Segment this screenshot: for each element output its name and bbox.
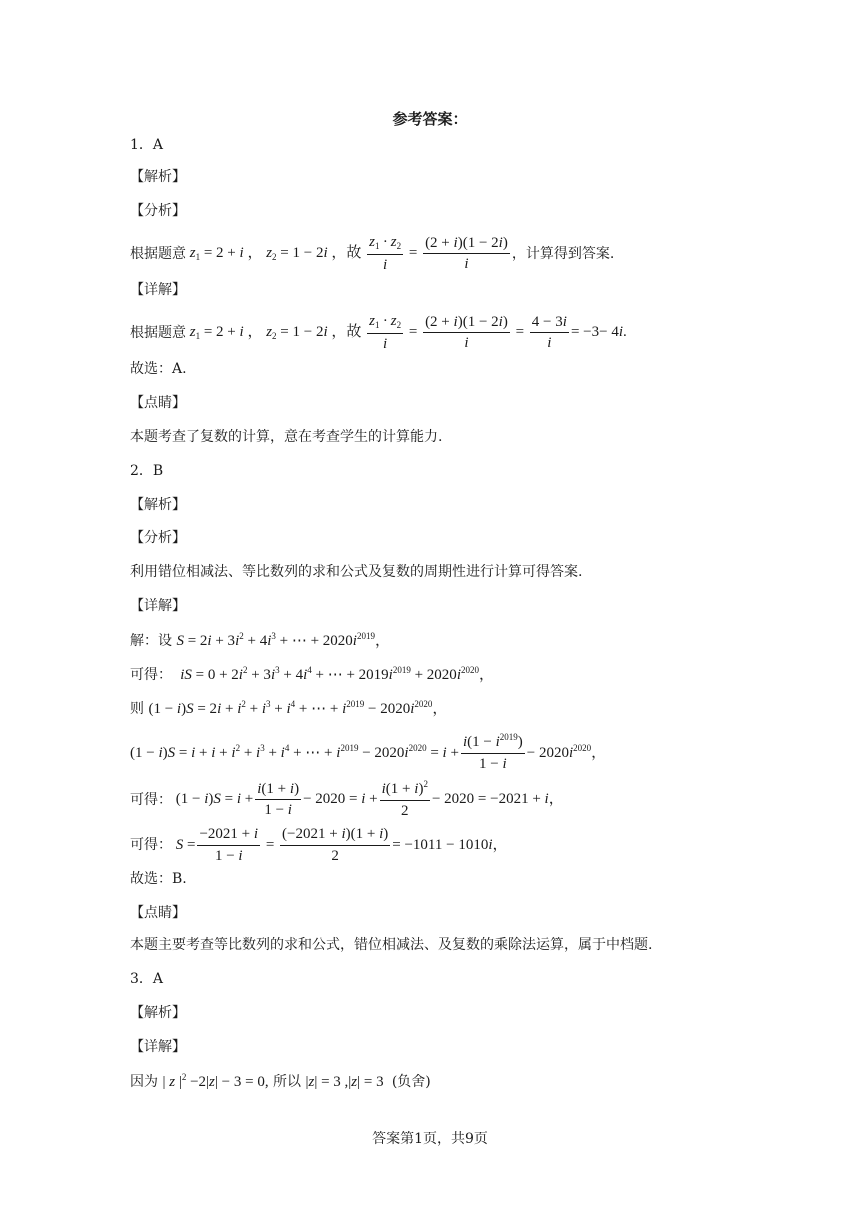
q3-detail-line xyxy=(130,1073,431,1090)
q2-line-1-prefix: 解：设 xyxy=(130,633,172,649)
q3-detail-formula-a: | z $|^2 -2|z| - 3 = 0$, xyxy=(162,1072,269,1090)
q2-line-1-formula: $S = 2i + 3i^2 + 4i^3$ + ⋯ + $2020i^{2019}$， xyxy=(176,631,390,649)
q1-analysis-line: 根据题意 $z_1 = 2 + i$ ， $z_2 = 1 - 2i$ ，故 $\frac{z_1 \cdot z_2}{i}$ = $\frac{(2 + i)(1 - 2i)}{i}$ ，计算得到答案. xyxy=(130,234,615,273)
q2-line-4-formula-a: $(1 - i)S = i + i + i^2 + i^3 + i^4$ + ⋯ + $i^{2019} - 2020i^{2020} = i$ + xyxy=(130,743,459,761)
q1-xiangjie-label: 【详解】 xyxy=(130,282,186,298)
q2-line-6-fraction-a: $\frac{-2021 + i}{1 - i}$ xyxy=(199,826,259,864)
q2-dianjing-label: 【点睛】 xyxy=(130,905,186,921)
q1-fraction-left: $\frac{z_1 \cdot z_2}{i}$ xyxy=(369,234,402,273)
q1-comment: 本题考查了复数的计算，意在考查学生的计算能力. xyxy=(130,429,443,445)
page-title: 参考答案： xyxy=(392,110,468,128)
q1-dianjing-label: 【点睛】 xyxy=(130,395,186,411)
q2-line-3-prefix: 则 xyxy=(130,701,144,717)
q2-line-2 xyxy=(130,666,494,683)
q2-line-5 xyxy=(130,780,564,819)
q1-fraction-right: $\frac{(2 + i)(1 - 2i)}{i}$ xyxy=(425,234,508,273)
q1-fenxi-label: 【分析】 xyxy=(130,203,186,219)
q3-detail-suffix: (负舍) xyxy=(391,1074,431,1090)
q2-line-1 xyxy=(130,632,390,649)
q2-line-2-prefix: 可得： xyxy=(130,667,172,683)
q1-detail-line: 根据题意 $z_1 = 2 + i$ ， $z_2 = 1 - 2i$ ，故 $\frac{z_1 \cdot z_2}{i}$ = $\frac{(2 + i)(1 - 2i)}{i}$ = $\frac{4 - 3i}{i}$ = −3− 4i. xyxy=(130,313,627,352)
q2-answer-number: 2．B xyxy=(130,463,164,479)
q1-detail-fraction-a: $\frac{z_1 \cdot z_2}{i}$ xyxy=(369,313,402,352)
q3-detail-mid: 所以 xyxy=(273,1074,302,1090)
q2-line-6: 可得： S = $\frac{-2021 + i}{1 - i}$ = $\frac{(-2021 + i)(1 + i)}{2}$ = −1011 − 1010i， xyxy=(130,826,508,864)
q3-answer-number: 3．A xyxy=(130,971,164,987)
q2-line-3-formula: $(1 - i)S = 2i + i^2 + i^3 + i^4$ + ⋯ + $i^{2019} - 2020i^{2020}$， xyxy=(148,699,448,717)
q2-analysis: 利用错位相减法、等比数列的求和公式及复数的周期性进行计算可得答案. xyxy=(130,564,583,580)
q2-line-5-formula-b: − 2020 = i + xyxy=(303,791,378,807)
page-footer: 答案第1页，共9页 xyxy=(372,1131,488,1147)
q2-line-6-fraction-b: $\frac{(-2021 + i)(1 + i)}{2}$ xyxy=(282,826,389,864)
q1-detail-given: $z_1 = 2 + i$ ， $z_2 = 1 - 2i$ ，故 xyxy=(186,323,366,341)
q1-detail-fraction-c: $\frac{4 - 3i}{i}$ xyxy=(531,313,567,352)
q2-comment: 本题主要考查等比数列的求和公式，错位相减法、及复数的乘除法运算，属于中档题. xyxy=(130,937,653,953)
q2-line-4 xyxy=(130,733,606,772)
q1-detail-prefix: 根据题意 xyxy=(130,324,186,341)
q1-choice: 故选：A. xyxy=(130,361,187,377)
q2-line-5-fraction-a: $\frac{i(1 + i)}{1 - i}$ xyxy=(257,780,300,818)
q1-answer-number: 1．A xyxy=(130,137,164,153)
q2-line-2-formula: iS = $0 + 2i^2 + 3i^3 + 4i^4$ + ⋯ + $2019i^{2019} + 2020i^{2020}$， xyxy=(176,665,494,683)
q2-xiangjie-label: 【详解】 xyxy=(130,598,186,614)
q2-line-6-result: = −1011 − 1010i， xyxy=(392,836,508,853)
q3-xiangjie-label: 【详解】 xyxy=(130,1039,186,1055)
q2-jiexi-label: 【解析】 xyxy=(130,497,186,513)
q3-detail-prefix: 因为 xyxy=(130,1074,158,1090)
q2-line-5-formula-a: (1 − i)S = i + xyxy=(175,791,254,807)
q3-jiexi-label: 【解析】 xyxy=(130,1005,186,1021)
q2-choice: 故选：B. xyxy=(130,871,187,887)
q1-analysis-prefix: 根据题意 xyxy=(130,245,186,262)
q2-line-5-formula-c: − 2020 = −2021 + i， xyxy=(431,791,564,807)
q1-detail-fraction-b: $\frac{(2 + i)(1 - 2i)}{i}$ xyxy=(425,313,508,352)
q3-detail-formula-b: |z| = 3 ,|z| = 3 xyxy=(305,1074,388,1090)
q2-fenxi-label: 【分析】 xyxy=(130,530,186,546)
q1-formula-given: $z_1 = 2 + i$ ， $z_2 = 1 - 2i$ ，故 xyxy=(186,244,366,262)
q1-detail-result: = −3− 4i. xyxy=(570,324,627,341)
q2-line-5-fraction-b: $\frac{i(1 + i)^2}{2}$ xyxy=(381,779,428,819)
q2-line-4-formula-b: − $2020i^{2020}$， xyxy=(526,743,607,761)
q2-line-3 xyxy=(130,700,447,717)
q1-jiexi-label: 【解析】 xyxy=(130,169,186,185)
q2-line-6-formula-a: S = xyxy=(172,836,196,853)
q2-line-5-prefix: 可得： xyxy=(130,791,172,808)
q2-line-4-fraction: $\frac{i(1 - i^{2019})}{1 - i}$ xyxy=(462,732,523,772)
q2-line-6-prefix: 可得： xyxy=(130,837,172,853)
q1-analysis-suffix: ，计算得到答案. xyxy=(511,245,615,262)
